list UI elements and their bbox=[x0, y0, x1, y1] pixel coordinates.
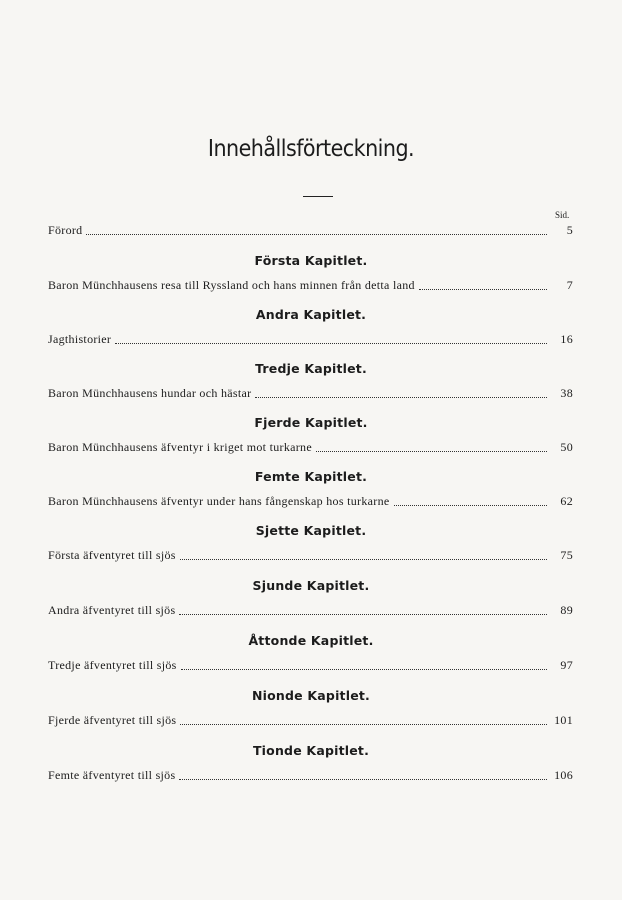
toc-entry-label: Första äfventyret till sjös bbox=[48, 548, 176, 562]
toc-entry-label: Baron Münchhausens resa till Ryssland och hans minnen från detta land bbox=[48, 278, 415, 292]
chapter-heading: Andra Kapitlet. bbox=[255, 307, 367, 322]
dot-leader bbox=[179, 779, 547, 780]
page-title: Innehållsförteckning. bbox=[207, 136, 415, 162]
dot-leader bbox=[255, 397, 547, 398]
toc-entry-label: Andra äfventyret till sjös bbox=[48, 603, 176, 617]
toc-entry bbox=[48, 547, 573, 563]
toc-entry bbox=[48, 385, 573, 401]
chapter-heading: Åttonde Kapitlet. bbox=[248, 633, 374, 648]
page-column-label: Sid. bbox=[555, 210, 570, 220]
toc-entry-page: 16 bbox=[560, 332, 573, 346]
toc-entry bbox=[48, 277, 573, 293]
dot-leader bbox=[419, 289, 547, 290]
toc-entry-page: 50 bbox=[560, 440, 573, 454]
chapter-heading: Fjerde Kapitlet. bbox=[254, 415, 368, 430]
dot-leader bbox=[181, 669, 547, 670]
toc-entry-label: Förord bbox=[48, 223, 83, 237]
toc-entry-preface bbox=[48, 222, 573, 238]
toc-entry-page: 101 bbox=[554, 713, 573, 727]
dot-leader bbox=[316, 451, 547, 452]
toc-entry bbox=[48, 439, 573, 455]
toc-entry-label: Jagthistorier bbox=[48, 332, 112, 346]
dot-leader bbox=[179, 614, 547, 615]
toc-entry-page: 75 bbox=[560, 548, 573, 562]
toc-entry-label: Baron Münchhausens hundar och hästar bbox=[48, 386, 252, 400]
toc-entry-page: 62 bbox=[560, 494, 573, 508]
chapter-heading: Nionde Kapitlet. bbox=[251, 688, 371, 703]
dot-leader bbox=[115, 343, 547, 344]
toc-entry-label: Fjerde äfventyret till sjös bbox=[48, 713, 177, 727]
title-divider bbox=[303, 196, 333, 197]
toc-entry bbox=[48, 767, 573, 783]
toc-entry-label: Baron Münchhausens äfventyr under hans fångenskap hos turkarne bbox=[48, 494, 390, 508]
dot-leader bbox=[180, 559, 547, 560]
toc-entry-page: 5 bbox=[566, 223, 573, 237]
chapter-heading: Tredje Kapitlet. bbox=[255, 361, 367, 376]
toc-entry-page: 7 bbox=[566, 278, 573, 292]
chapter-heading: Femte Kapitlet. bbox=[254, 469, 368, 484]
dot-leader bbox=[180, 724, 547, 725]
toc-entry bbox=[48, 657, 573, 673]
chapter-heading: Sjette Kapitlet. bbox=[255, 523, 367, 538]
toc-entry-page: 38 bbox=[560, 386, 573, 400]
toc-entry bbox=[48, 493, 573, 509]
chapter-heading: Första Kapitlet. bbox=[254, 253, 368, 268]
toc-entry bbox=[48, 602, 573, 618]
toc-entry-page: 89 bbox=[560, 603, 573, 617]
dot-leader bbox=[394, 505, 547, 506]
toc-entry-page: 97 bbox=[560, 658, 573, 672]
toc-entry-page: 106 bbox=[554, 768, 573, 782]
toc-entry bbox=[48, 712, 573, 728]
toc-entry-label: Femte äfventyret till sjös bbox=[48, 768, 176, 782]
toc-entry-label: Tredje äfventyret till sjös bbox=[48, 658, 177, 672]
chapter-heading: Sjunde Kapitlet. bbox=[252, 578, 370, 593]
chapter-heading: Tionde Kapitlet. bbox=[252, 743, 370, 758]
toc-entry bbox=[48, 331, 573, 347]
toc-entry-label: Baron Münchhausens äfventyr i kriget mot turkarne bbox=[48, 440, 312, 454]
dot-leader bbox=[86, 234, 547, 235]
